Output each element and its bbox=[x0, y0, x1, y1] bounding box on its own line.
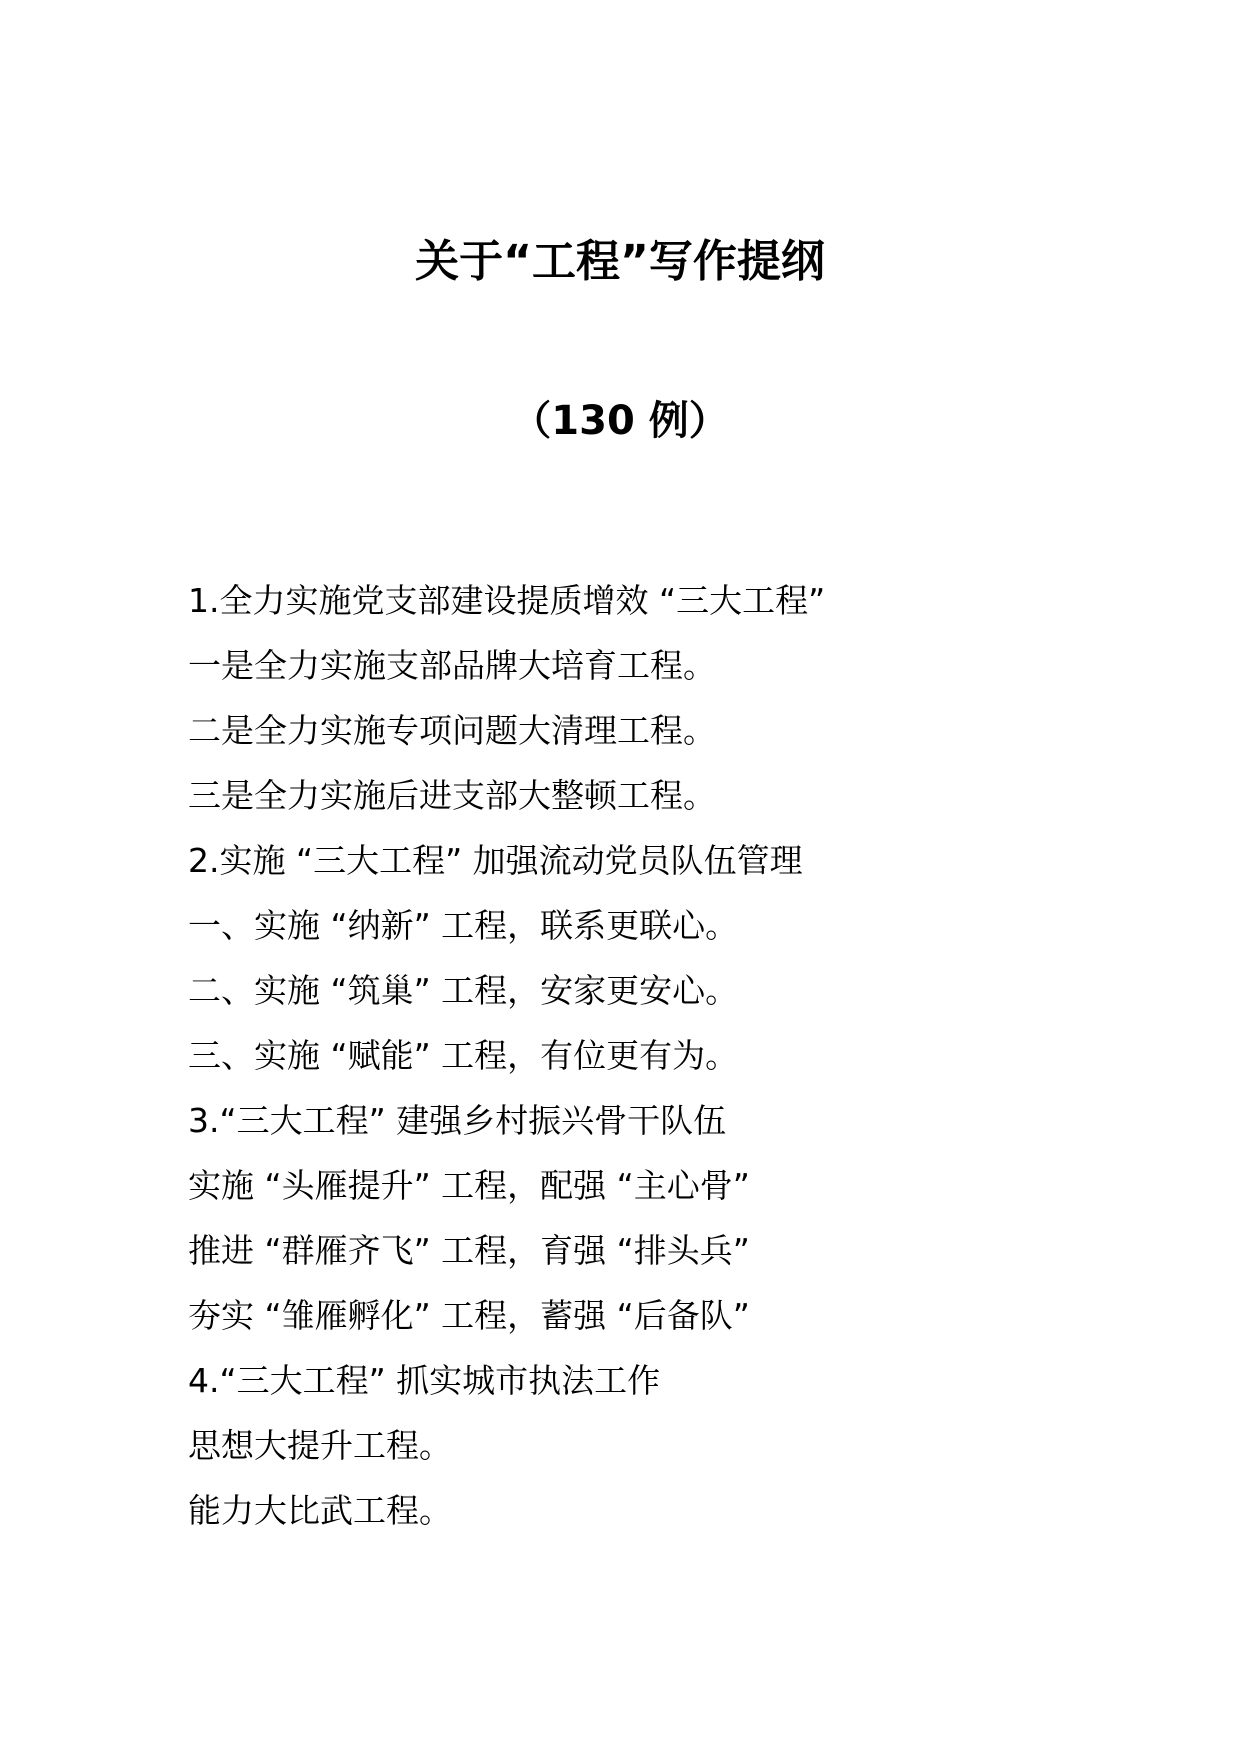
document-title: 关于“工程”写作提纲 bbox=[415, 236, 825, 288]
outline-item: 三、实施 “赋能” 工程，有位更有为。 bbox=[188, 1036, 739, 1075]
outline-heading-3: 3.“三大工程” 建强乡村振兴骨干队伍 bbox=[188, 1101, 727, 1140]
outline-item: 实施 “头雁提升” 工程，配强 “主心骨” bbox=[188, 1166, 750, 1205]
outline-item: 推进 “群雁齐飞” 工程，育强 “排头兵” bbox=[188, 1231, 750, 1270]
outline-list bbox=[188, 576, 1168, 1551]
outline-item: 二、实施 “筑巢” 工程，安家更安心。 bbox=[188, 971, 739, 1010]
outline-item: 思想大提升工程。 bbox=[188, 1426, 452, 1465]
outline-item: 二是全力实施专项问题大清理工程。 bbox=[188, 711, 716, 750]
outline-item: 一、实施 “纳新” 工程，联系更联心。 bbox=[188, 906, 739, 945]
outline-heading-1: 1.全力实施党支部建设提质增效 “三大工程” bbox=[188, 581, 826, 620]
outline-heading-2: 2.实施 “三大工程” 加强流动党员队伍管理 bbox=[188, 841, 803, 880]
outline-item: 一是全力实施支部品牌大培育工程。 bbox=[188, 646, 716, 685]
outline-item: 三是全力实施后进支部大整顿工程。 bbox=[188, 776, 716, 815]
outline-heading-4: 4.“三大工程” 抓实城市执法工作 bbox=[188, 1361, 661, 1400]
document-subtitle: （130 例） bbox=[511, 398, 729, 444]
outline-item: 能力大比武工程。 bbox=[188, 1491, 452, 1530]
outline-item: 夯实 “雏雁孵化” 工程，蓄强 “后备队” bbox=[188, 1296, 750, 1335]
